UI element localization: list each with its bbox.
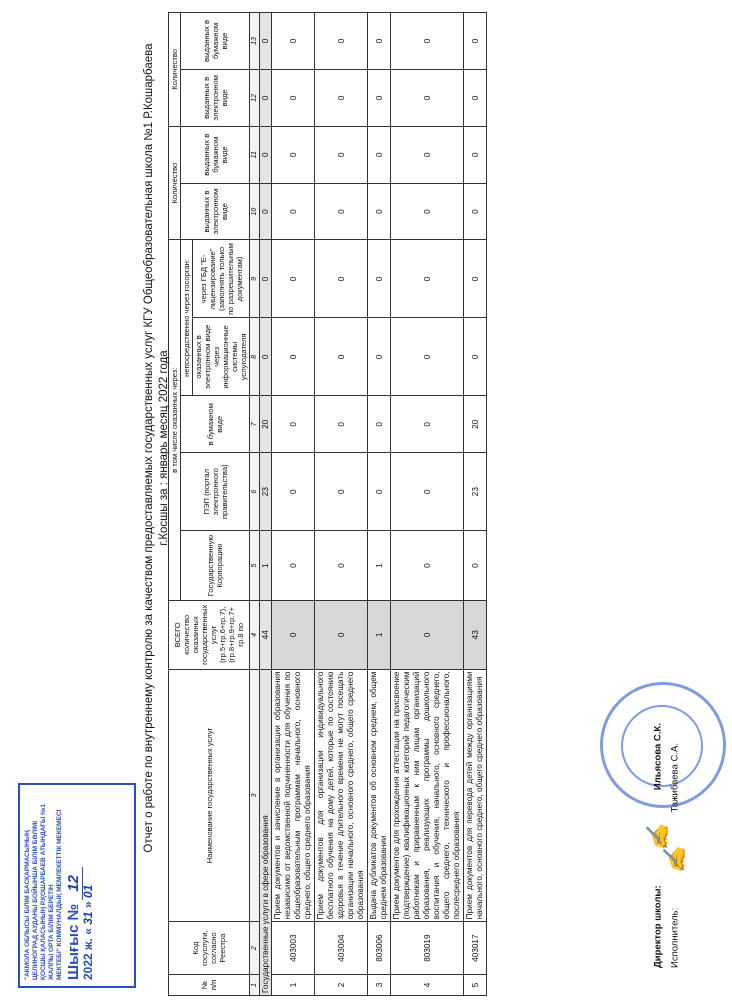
section-q1e: 0 — [260, 183, 272, 240]
cell-gbd: 0 — [391, 240, 464, 318]
cell-pep: 0 — [272, 453, 315, 531]
cell-code: 403004 — [315, 922, 368, 975]
col-name-header: Наименование государственных услуг — [169, 669, 250, 922]
date-month: 01 — [81, 884, 95, 899]
section-label: Государственные услуги в сфере образования — [260, 669, 272, 995]
colnum: 5 — [250, 531, 260, 601]
cell-name: Выдача дубликатов документов об основном среднем, общем среднем образовании — [368, 669, 391, 922]
outgoing-number — [65, 791, 82, 980]
cell-gbd: 0 — [368, 240, 391, 318]
section-pep: 23 — [260, 453, 272, 531]
cell-q1e: 0 — [464, 183, 487, 240]
colnum: 12 — [250, 69, 260, 126]
cell-paper: 0 — [272, 396, 315, 453]
date-day: 31 — [81, 911, 95, 925]
cell-gbd: 0 — [315, 240, 368, 318]
col-direct-e-header: оказанных в электронном виде через информационные системы услугодателя — [193, 318, 250, 396]
director-label: Директор школы: — [652, 885, 664, 968]
cell-corp: 0 — [315, 531, 368, 601]
cell-q1e: 0 — [315, 183, 368, 240]
cell-pep: 0 — [368, 453, 391, 531]
col-code-header: Код госуслуги, согласно Реестра — [169, 922, 250, 975]
col-corp-header: Государственную Корпорацию — [181, 531, 250, 601]
header-row-1 — [169, 13, 181, 996]
executor-signature-icon: ✍ — [661, 846, 687, 874]
stamp-line-4: МЕКТЕБІ" КОММУНАЛДЫҚ МЕМЛЕКЕТТІК МЕКЕМЕСІ — [56, 809, 63, 980]
outgoing-number-label: Шығыс № — [65, 903, 82, 980]
cell-q2e: 0 — [315, 69, 368, 126]
cell-total: 0 — [391, 601, 464, 670]
cell-q2p: 0 — [464, 13, 487, 70]
col-qty2-header: Количество — [169, 13, 181, 127]
cell-gbd: 0 — [272, 240, 315, 318]
cell-q2e: 0 — [464, 69, 487, 126]
cell-total: 43 — [464, 601, 487, 670]
cell-paper: 0 — [315, 396, 368, 453]
date-mid: ж. « — [81, 928, 95, 950]
cell-q1e: 0 — [368, 183, 391, 240]
cell-code: 403017 — [464, 922, 487, 975]
colnum: 10 — [250, 183, 260, 240]
section-q1p: 0 — [260, 126, 272, 183]
section-total-row — [260, 13, 272, 996]
col-paper-header: в бумажном виде — [181, 396, 250, 453]
cell-q2e: 0 — [391, 69, 464, 126]
cell-de: 0 — [391, 318, 464, 396]
colnum: 3 — [250, 669, 260, 922]
signatures — [645, 723, 687, 968]
cell-pep: 0 — [315, 453, 368, 531]
colnum: 9 — [250, 240, 260, 318]
cell-n: 3 — [368, 974, 391, 995]
cell-n: 5 — [464, 974, 487, 995]
executor-line — [661, 723, 687, 968]
cell-pep: 23 — [464, 453, 487, 531]
stamp-line-1: "АКМОЛА ОБЛЫСЫ БІЛІМ БАСҚАРМАСЫНЫҢ — [24, 830, 31, 980]
section-direct-e: 0 — [260, 318, 272, 396]
col-total-header: ВСЕГО количество оказанных государственных услуг (гр.5+гр.6+гр.7), (гр.8+гр.9+гр.7+ гр.8 по — [169, 601, 250, 670]
table-row — [272, 13, 315, 996]
outgoing-number-value: 12 — [65, 867, 83, 900]
table-row — [391, 13, 464, 996]
colnum: 1 — [250, 974, 260, 995]
cell-q1p: 0 — [315, 126, 368, 183]
cell-gbd: 0 — [464, 240, 487, 318]
cell-corp: 0 — [391, 531, 464, 601]
cell-code: 803006 — [368, 922, 391, 975]
section-q2e: 0 — [260, 69, 272, 126]
director-signature-icon: ✍ — [645, 824, 670, 852]
cell-q1p: 0 — [391, 126, 464, 183]
cell-q1e: 0 — [391, 183, 464, 240]
cell-paper: 0 — [391, 396, 464, 453]
cell-q2p: 0 — [368, 13, 391, 70]
cell-de: 0 — [464, 318, 487, 396]
registration-stamp — [18, 783, 136, 988]
col-q1p-header: выданных в бумажном виде — [181, 126, 250, 183]
cell-q1p: 0 — [464, 126, 487, 183]
date-year: 2022 — [81, 953, 95, 980]
cell-corp: 0 — [272, 531, 315, 601]
cell-corp: 1 — [368, 531, 391, 601]
cell-n: 2 — [315, 974, 368, 995]
cell-q2p: 0 — [391, 13, 464, 70]
colnum: 7 — [250, 396, 260, 453]
colnum: 11 — [250, 126, 260, 183]
cell-q1e: 0 — [272, 183, 315, 240]
col-pep-header: ПЭП (портал электронного правительства) — [181, 453, 250, 531]
cell-q2e: 0 — [272, 69, 315, 126]
section-paper: 20 — [260, 396, 272, 453]
col-q1e-header: выданных в электронном виде — [181, 183, 250, 240]
report-table — [168, 12, 487, 996]
cell-q2p: 0 — [272, 13, 315, 70]
cell-de: 0 — [315, 318, 368, 396]
cell-n: 4 — [391, 974, 464, 995]
outgoing-date — [81, 791, 95, 980]
cell-name: Прием документов и зачисление в организации образования независимо от ведомственной подчиненности для обучения по общеобразовательным программам начального, основного среднего, общего среднего образования — [272, 669, 315, 922]
cell-q2p: 0 — [315, 13, 368, 70]
column-number-row — [250, 13, 260, 996]
stamp-line-2: ЦЕЛИНОГРАД АУДАНЫ БОЙЫНША БІЛІМ БӨЛІМІ — [32, 820, 39, 980]
cell-q1p: 0 — [368, 126, 391, 183]
section-q2p: 0 — [260, 13, 272, 70]
col-direct-header: непосредственно через госорган: — [181, 240, 193, 396]
col-qty1-header: Количество — [169, 126, 181, 240]
director-name: Ильясова С.К. — [652, 723, 664, 791]
col-q2e-header: выданных в электронном виде — [181, 69, 250, 126]
stamp-line-3: ҚОСШЫ ҚАЛАСЫНЫҢ Р.ҚОШАРБАЕВ АТЫНДАҒЫ №1 ЖАЛПЫ ОРТА БІЛІМ БЕРЕТІН — [40, 803, 55, 980]
colnum: 6 — [250, 453, 260, 531]
cell-total: 1 — [368, 601, 391, 670]
col-num-header: № п/п — [169, 974, 250, 995]
executor-label: Исполнитель: — [669, 907, 681, 968]
cell-name: Прием документов для организации индивидуального бесплатного обучения на дому детей, которые по состоянию здоровья в течение длительного времени не могут посещать организации начального, основного среднего, общего среднего образования — [315, 669, 368, 922]
service-rows — [272, 13, 487, 996]
cell-total: 0 — [272, 601, 315, 670]
cell-de: 0 — [368, 318, 391, 396]
col-gbd-header: через ГБД "Е-лицензирование" (заполнять только по разрешительным документам) — [193, 240, 250, 318]
executor-name: Тажибаева С.А. — [669, 743, 681, 813]
col-incl-header: в том числе оказанных через: — [169, 240, 181, 601]
colnum: 13 — [250, 13, 260, 70]
col-q2p-header: выданных в бумажном виде — [181, 13, 250, 70]
cell-paper: 20 — [464, 396, 487, 453]
cell-pep: 0 — [391, 453, 464, 531]
cell-q1p: 0 — [272, 126, 315, 183]
title-line-2: г.Косшы за : январь месяц 2022 года — [158, 350, 170, 546]
colnum: 8 — [250, 318, 260, 396]
date-sep: » — [81, 901, 95, 909]
cell-paper: 0 — [368, 396, 391, 453]
colnum: 4 — [250, 601, 260, 670]
section-gbd: 0 — [260, 240, 272, 318]
cell-code: 403003 — [272, 922, 315, 975]
cell-total: 0 — [315, 601, 368, 670]
cell-name: Прием документов для перевода детей между организациями начального, основного среднего, общего среднего образования — [464, 669, 487, 922]
table-row — [368, 13, 391, 996]
cell-code: 803019 — [391, 922, 464, 975]
colnum: 2 — [250, 922, 260, 975]
cell-de: 0 — [272, 318, 315, 396]
cell-q2e: 0 — [368, 69, 391, 126]
section-corp: 1 — [260, 531, 272, 601]
cell-corp: 0 — [464, 531, 487, 601]
cell-name: Прием документов для прохождения аттестации на присвоение (подтверждение) квалификационных категорий педагогическим работникам и приравненным к ним лицам организаций образования, реализующих программы дошкольного воспитания и обучения, начального, основного среднего, общего среднего, технического и профессионального, послесреднего образования — [391, 669, 464, 922]
section-total: 44 — [260, 601, 272, 670]
cell-n: 1 — [272, 974, 315, 995]
title-line-1: Отчет о работе по внутреннему контролю за качеством предоставляемых государственных услуг КГУ Общеобразовательная школа №1 Р.Кошарбаева — [143, 43, 155, 853]
table-row — [315, 13, 368, 996]
table-row — [464, 13, 487, 996]
